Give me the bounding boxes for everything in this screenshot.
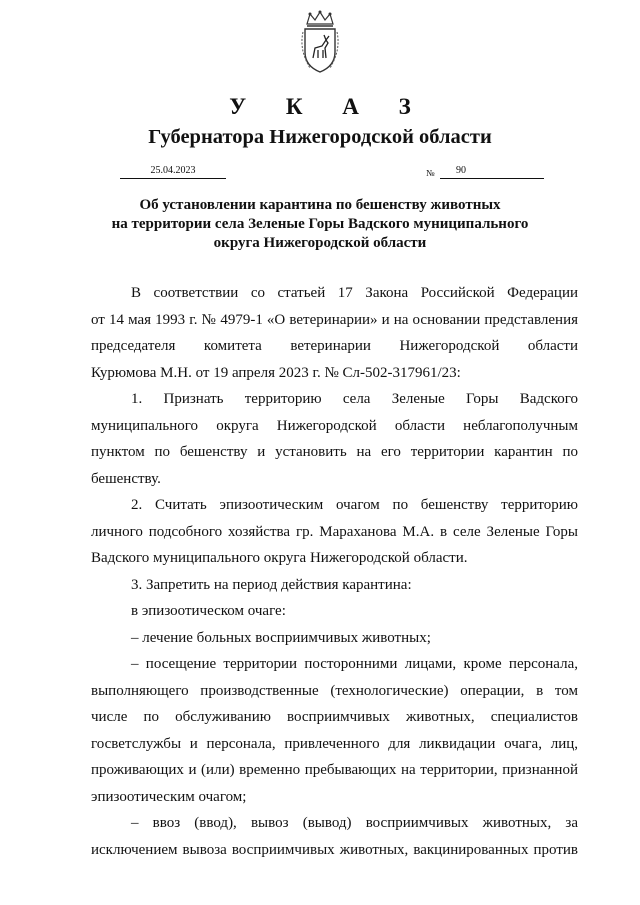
text-line: выполняющего производственные (технологические) операции, в том xyxy=(91,682,578,699)
paragraph-prohibition-treatment xyxy=(91,625,578,652)
decree-date: 25.04.2023 xyxy=(120,164,226,179)
subject-line: Об установлении карантина по бешенству животных xyxy=(139,197,501,213)
text-line: от 14 мая 1993 г. № 4979-1 «О ветеринарии» и на основании представления xyxy=(91,311,578,328)
text-line: – ввоз (ввод), вывоз (вывод) восприимчивых животных, за xyxy=(131,815,578,831)
paragraph-preamble xyxy=(91,280,578,386)
text-line: госветслужбы и персонала, привлеченного для ликвидации очага, лиц, xyxy=(91,735,578,752)
text-line: исключением вывоза восприимчивых животных, вакцинированных против xyxy=(91,841,578,858)
paragraph-focus-heading xyxy=(91,598,578,625)
text-line: числе по обслуживанию восприимчивых животных, специалистов xyxy=(91,709,578,725)
text-line: эпизоотическим очагом; xyxy=(91,788,247,805)
text-line: личного подсобного хозяйства гр. Мараханова М.А. в селе Зеленые Горы xyxy=(91,523,578,540)
paragraph-prohibition-transport xyxy=(91,810,578,863)
text-line: муниципального округа Нижегородской области неблагополучным xyxy=(91,417,578,434)
text-line: – посещение территории посторонними лицами, кроме персонала, xyxy=(131,656,578,672)
decree-body xyxy=(91,280,578,863)
paragraph-item-2 xyxy=(91,492,578,572)
decree-title: У К А З xyxy=(229,94,428,119)
text-line: бешенству. xyxy=(91,470,161,487)
text-line: председателя комитета ветеринарии Нижегородской области xyxy=(91,338,578,354)
decree-number: 90 xyxy=(440,164,544,179)
paragraph-prohibition-visits xyxy=(91,651,578,810)
text-line: в эпизоотическом очаге: xyxy=(131,603,286,619)
text-line: 1. Признать территорию села Зеленые Горы Вадского xyxy=(131,391,578,407)
number-sign: № xyxy=(426,168,435,178)
text-line: В соответствии со статьей 17 Закона Российской Федерации xyxy=(131,285,578,301)
paragraph-item-1 xyxy=(91,386,578,492)
date-number-row xyxy=(120,164,540,182)
decree-issuer: Губернатора Нижегородской области xyxy=(148,126,492,148)
coat-of-arms-emblem xyxy=(298,10,342,74)
paragraph-item-3 xyxy=(91,572,578,599)
text-line: пунктом по бешенству и установить на его территории карантин по xyxy=(91,444,578,460)
text-line: 3. Запретить на период действия карантина: xyxy=(131,576,412,593)
subject-line: округа Нижегородской области xyxy=(213,235,427,251)
text-line: – лечение больных восприимчивых животных; xyxy=(131,629,431,646)
text-line: проживающих и (или) временно пребывающих на территории, признанной xyxy=(91,762,578,778)
subject-line: на территории села Зеленые Горы Вадского муниципального xyxy=(111,216,529,232)
text-line: Курюмова М.Н. от 19 апреля 2023 г. № Сл-502-317961/23: xyxy=(91,364,461,381)
text-line: Вадского муниципального округа Нижегородской области. xyxy=(91,550,468,566)
decree-subject xyxy=(80,196,560,253)
text-line: 2. Считать эпизоотическим очагом по бешенству территорию xyxy=(131,497,578,513)
